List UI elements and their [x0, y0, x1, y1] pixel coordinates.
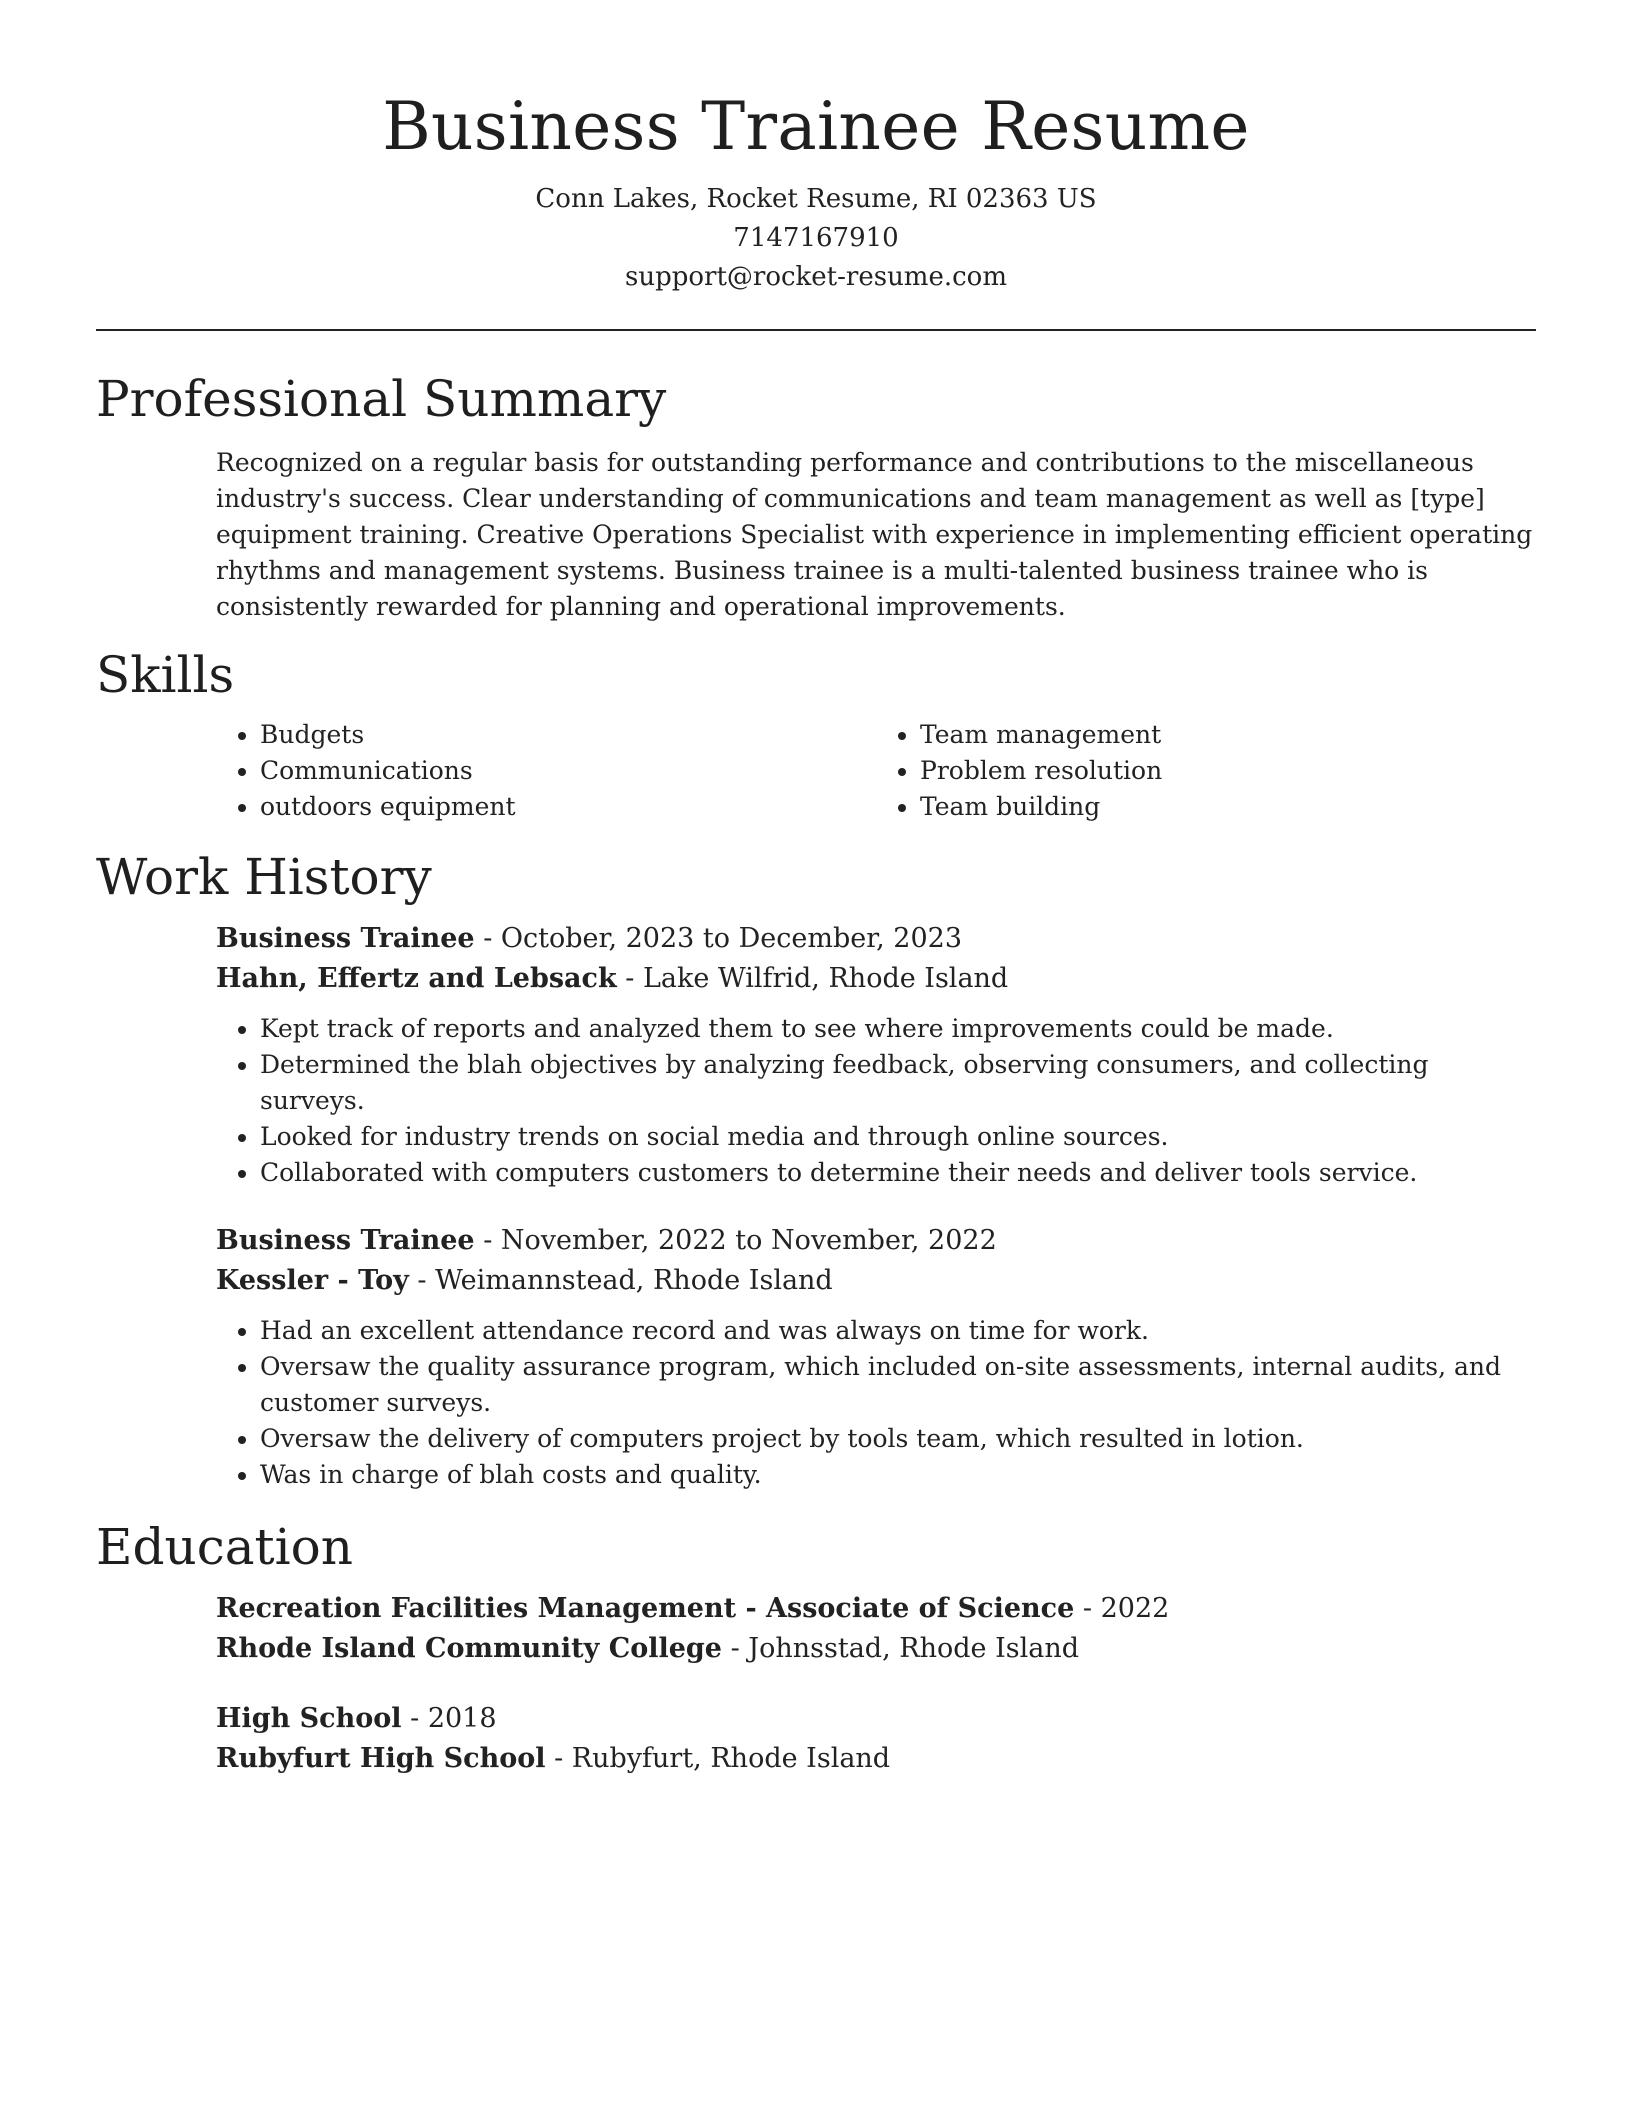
job-bullet: • Kept track of reports and analyzed them to see where improvements could be made. — [260, 1011, 1536, 1047]
summary-section — [96, 367, 1536, 625]
job-company-line — [216, 959, 1536, 999]
email: support@rocket-resume.com — [624, 262, 1007, 292]
job-role: Business Trainee — [216, 1225, 475, 1256]
job-bullet: • Had an excellent attendance record and was always on time for work. — [260, 1313, 1536, 1349]
job-role: Business Trainee — [216, 923, 475, 954]
skills-heading: Skills — [96, 646, 235, 704]
skill-item: • Budgets — [260, 717, 876, 753]
summary-text: Recognized on a regular basis for outstanding performance and contributions to the miscellaneous industry's success. Clear understanding of communications and team management as well as [type] equipment training. Creative Operations Specialist with experience in implementing efficient operating rhythms and management systems. Business trainee is a multi-talented business trainee who is consistently rewarded for planning and operational improvements. — [216, 448, 1533, 621]
resume-title: Business Trainee Resume — [382, 88, 1250, 165]
skills-list-left — [216, 717, 876, 825]
education-degree-line — [216, 1589, 1536, 1629]
skill-item: • Problem resolution — [920, 753, 1536, 789]
job-bullet: • Looked for industry trends on social media and through online sources. — [260, 1119, 1536, 1155]
address: Conn Lakes, Rocket Resume, RI 02363 US — [535, 184, 1097, 214]
job-dates: - November, 2022 to November, 2022 — [474, 1225, 997, 1256]
skills-list-right — [876, 717, 1536, 825]
education-location: - Rubyfurt, Rhode Island — [545, 1743, 891, 1774]
job-bullet: • Determined the blah objectives by analyzing feedback, observing consumers, and collecting surveys. — [260, 1047, 1536, 1119]
phone: 7147167910 — [733, 223, 899, 253]
header-divider — [96, 329, 1536, 331]
work-heading: Work History — [96, 848, 432, 906]
education-entry — [96, 1589, 1536, 1669]
job-title-line — [216, 1221, 1536, 1261]
education-school: Rhode Island Community College — [216, 1633, 722, 1664]
job-title-line — [216, 919, 1536, 959]
job-dates: - October, 2023 to December, 2023 — [474, 923, 963, 954]
job-bullet: • Oversaw the quality assurance program, which included on-site assessments, internal audits, and customer surveys. — [260, 1349, 1536, 1421]
education-degree: High School — [216, 1703, 402, 1734]
contact-block — [96, 180, 1536, 297]
resume-header — [96, 0, 1536, 297]
skills-columns — [96, 717, 1536, 825]
education-school-line — [216, 1629, 1536, 1669]
education-school: Rubyfurt High School — [216, 1743, 546, 1774]
education-entry — [96, 1699, 1536, 1779]
skill-item: • outdoors equipment — [260, 789, 876, 825]
skill-item: • Communications — [260, 753, 876, 789]
education-year: - 2018 — [401, 1703, 497, 1734]
job-bullets — [216, 1011, 1536, 1191]
job-company: Kessler - Toy — [216, 1265, 409, 1296]
skill-item: • Team building — [920, 789, 1536, 825]
skills-section — [96, 643, 1536, 825]
job-bullet: • Was in charge of blah costs and quality. — [260, 1457, 1536, 1493]
job-location: - Weimannstead, Rhode Island — [408, 1265, 833, 1296]
job-company-line — [216, 1261, 1536, 1301]
education-degree: Recreation Facilities Management - Associate of Science — [216, 1593, 1075, 1624]
job-bullets — [216, 1313, 1536, 1493]
education-section — [96, 1515, 1536, 1779]
skill-item: • Team management — [920, 717, 1536, 753]
job-location: - Lake Wilfrid, Rhode Island — [616, 963, 1009, 994]
education-heading: Education — [96, 1518, 353, 1576]
job-bullet: • Oversaw the delivery of computers project by tools team, which resulted in lotion. — [260, 1421, 1536, 1457]
education-degree-line — [216, 1699, 1536, 1739]
job-company: Hahn, Effertz and Lebsack — [216, 963, 617, 994]
summary-heading: Professional Summary — [96, 370, 667, 428]
job-entry — [96, 919, 1536, 1191]
job-entry — [96, 1221, 1536, 1493]
education-location: - Johnsstad, Rhode Island — [722, 1633, 1079, 1664]
work-section — [96, 845, 1536, 1493]
education-school-line — [216, 1739, 1536, 1779]
job-bullet: • Collaborated with computers customers to determine their needs and deliver tools service. — [260, 1155, 1536, 1191]
education-year: - 2022 — [1074, 1593, 1170, 1624]
spacer — [96, 1191, 1536, 1221]
spacer — [96, 1669, 1536, 1699]
